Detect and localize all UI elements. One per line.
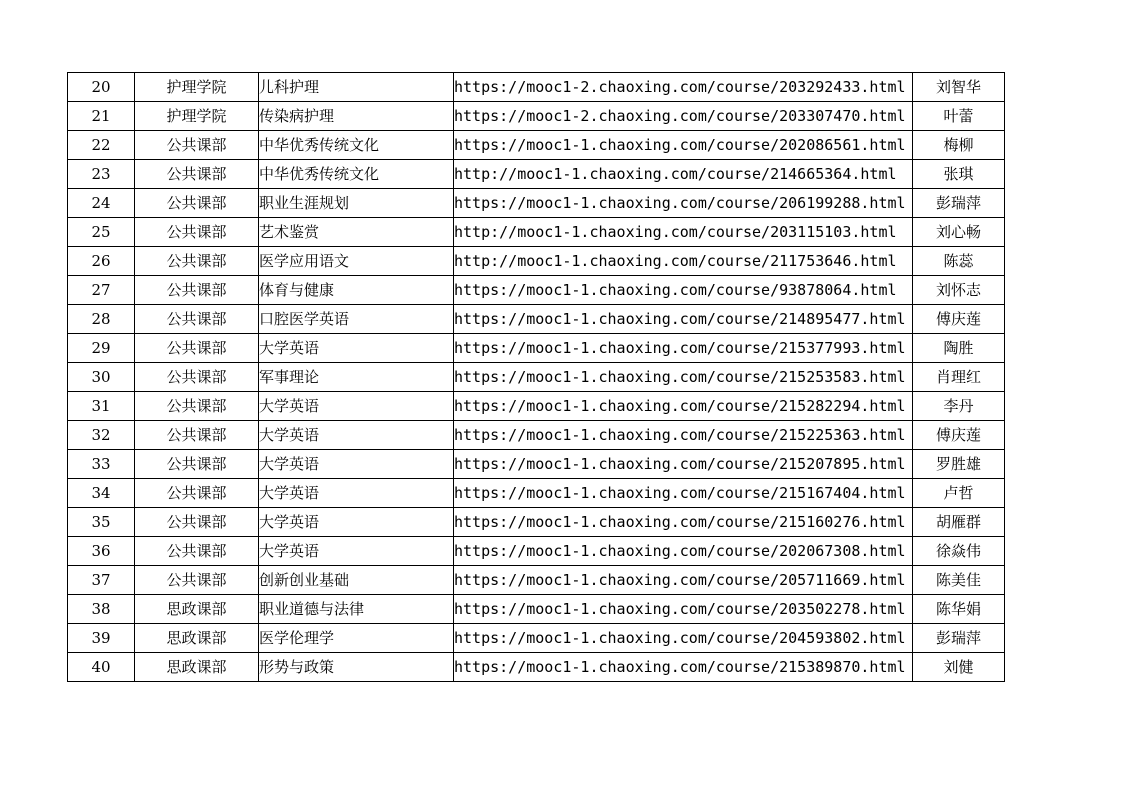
table-row xyxy=(68,392,1005,421)
course-name-cell: 中华优秀传统文化 xyxy=(259,160,454,189)
course-name-cell: 医学应用语文 xyxy=(259,247,454,276)
course-table xyxy=(67,72,1005,682)
course-url-link[interactable]: http://mooc1-1.chaoxing.com/course/214665364.html xyxy=(454,160,913,189)
course-url-link[interactable]: https://mooc1-1.chaoxing.com/course/214895477.html xyxy=(454,305,913,334)
department-cell: 公共课部 xyxy=(135,276,259,305)
course-name-cell: 创新创业基础 xyxy=(259,566,454,595)
course-name-cell: 艺术鉴赏 xyxy=(259,218,454,247)
table-row xyxy=(68,189,1005,218)
course-url-link[interactable]: http://mooc1-1.chaoxing.com/course/211753646.html xyxy=(454,247,913,276)
row-number-cell: 25 xyxy=(68,218,135,247)
row-number-cell: 34 xyxy=(68,479,135,508)
row-number-cell: 32 xyxy=(68,421,135,450)
course-name-cell: 大学英语 xyxy=(259,537,454,566)
course-url-link[interactable]: https://mooc1-1.chaoxing.com/course/215282294.html xyxy=(454,392,913,421)
teacher-name-cell: 刘心畅 xyxy=(913,218,1005,247)
table-row xyxy=(68,595,1005,624)
department-cell: 公共课部 xyxy=(135,566,259,595)
course-name-cell: 儿科护理 xyxy=(259,73,454,102)
teacher-name-cell: 彭瑞萍 xyxy=(913,189,1005,218)
department-cell: 思政课部 xyxy=(135,595,259,624)
row-number-cell: 28 xyxy=(68,305,135,334)
course-url-link[interactable]: https://mooc1-1.chaoxing.com/course/203502278.html xyxy=(454,595,913,624)
row-number-cell: 31 xyxy=(68,392,135,421)
table-row xyxy=(68,479,1005,508)
row-number-cell: 23 xyxy=(68,160,135,189)
row-number-cell: 38 xyxy=(68,595,135,624)
teacher-name-cell: 刘健 xyxy=(913,653,1005,682)
department-cell: 公共课部 xyxy=(135,392,259,421)
course-url-link[interactable]: https://mooc1-1.chaoxing.com/course/215225363.html xyxy=(454,421,913,450)
teacher-name-cell: 胡雁群 xyxy=(913,508,1005,537)
course-url-link[interactable]: https://mooc1-1.chaoxing.com/course/215160276.html xyxy=(454,508,913,537)
department-cell: 公共课部 xyxy=(135,218,259,247)
course-url-link[interactable]: http://mooc1-1.chaoxing.com/course/203115103.html xyxy=(454,218,913,247)
course-name-cell: 形势与政策 xyxy=(259,653,454,682)
course-name-cell: 大学英语 xyxy=(259,450,454,479)
row-number-cell: 37 xyxy=(68,566,135,595)
teacher-name-cell: 卢哲 xyxy=(913,479,1005,508)
table-row xyxy=(68,624,1005,653)
table-row xyxy=(68,334,1005,363)
teacher-name-cell: 陈华娟 xyxy=(913,595,1005,624)
department-cell: 公共课部 xyxy=(135,450,259,479)
table-row xyxy=(68,537,1005,566)
teacher-name-cell: 陈蕊 xyxy=(913,247,1005,276)
course-name-cell: 大学英语 xyxy=(259,508,454,537)
table-row xyxy=(68,653,1005,682)
table-row xyxy=(68,276,1005,305)
teacher-name-cell: 徐焱伟 xyxy=(913,537,1005,566)
department-cell: 公共课部 xyxy=(135,189,259,218)
table-row xyxy=(68,566,1005,595)
course-url-link[interactable]: https://mooc1-1.chaoxing.com/course/202067308.html xyxy=(454,537,913,566)
table-row xyxy=(68,421,1005,450)
department-cell: 公共课部 xyxy=(135,305,259,334)
department-cell: 护理学院 xyxy=(135,102,259,131)
department-cell: 公共课部 xyxy=(135,160,259,189)
teacher-name-cell: 叶蕾 xyxy=(913,102,1005,131)
teacher-name-cell: 梅柳 xyxy=(913,131,1005,160)
department-cell: 公共课部 xyxy=(135,334,259,363)
course-name-cell: 体育与健康 xyxy=(259,276,454,305)
course-url-link[interactable]: https://mooc1-1.chaoxing.com/course/202086561.html xyxy=(454,131,913,160)
teacher-name-cell: 罗胜雄 xyxy=(913,450,1005,479)
table-row xyxy=(68,73,1005,102)
table-row xyxy=(68,305,1005,334)
table-row xyxy=(68,450,1005,479)
row-number-cell: 33 xyxy=(68,450,135,479)
row-number-cell: 27 xyxy=(68,276,135,305)
course-table-body xyxy=(68,73,1005,682)
course-url-link[interactable]: https://mooc1-1.chaoxing.com/course/215207895.html xyxy=(454,450,913,479)
teacher-name-cell: 刘怀志 xyxy=(913,276,1005,305)
row-number-cell: 36 xyxy=(68,537,135,566)
department-cell: 护理学院 xyxy=(135,73,259,102)
teacher-name-cell: 陶胜 xyxy=(913,334,1005,363)
course-url-link[interactable]: https://mooc1-1.chaoxing.com/course/215377993.html xyxy=(454,334,913,363)
table-row xyxy=(68,131,1005,160)
course-url-link[interactable]: https://mooc1-2.chaoxing.com/course/203292433.html xyxy=(454,73,913,102)
course-name-cell: 大学英语 xyxy=(259,479,454,508)
row-number-cell: 21 xyxy=(68,102,135,131)
row-number-cell: 39 xyxy=(68,624,135,653)
row-number-cell: 22 xyxy=(68,131,135,160)
teacher-name-cell: 陈美佳 xyxy=(913,566,1005,595)
course-name-cell: 医学伦理学 xyxy=(259,624,454,653)
course-name-cell: 大学英语 xyxy=(259,392,454,421)
department-cell: 公共课部 xyxy=(135,363,259,392)
course-url-link[interactable]: https://mooc1-1.chaoxing.com/course/93878064.html xyxy=(454,276,913,305)
course-name-cell: 中华优秀传统文化 xyxy=(259,131,454,160)
course-url-link[interactable]: https://mooc1-1.chaoxing.com/course/204593802.html xyxy=(454,624,913,653)
table-row xyxy=(68,160,1005,189)
teacher-name-cell: 傅庆莲 xyxy=(913,421,1005,450)
department-cell: 公共课部 xyxy=(135,508,259,537)
table-row xyxy=(68,218,1005,247)
course-url-link[interactable]: https://mooc1-1.chaoxing.com/course/206199288.html xyxy=(454,189,913,218)
teacher-name-cell: 傅庆莲 xyxy=(913,305,1005,334)
course-name-cell: 大学英语 xyxy=(259,421,454,450)
teacher-name-cell: 李丹 xyxy=(913,392,1005,421)
course-name-cell: 大学英语 xyxy=(259,334,454,363)
course-name-cell: 职业生涯规划 xyxy=(259,189,454,218)
course-url-link[interactable]: https://mooc1-1.chaoxing.com/course/205711669.html xyxy=(454,566,913,595)
department-cell: 思政课部 xyxy=(135,624,259,653)
teacher-name-cell: 刘智华 xyxy=(913,73,1005,102)
course-url-link[interactable]: https://mooc1-2.chaoxing.com/course/203307470.html xyxy=(454,102,913,131)
course-name-cell: 军事理论 xyxy=(259,363,454,392)
department-cell: 公共课部 xyxy=(135,131,259,160)
course-name-cell: 口腔医学英语 xyxy=(259,305,454,334)
teacher-name-cell: 张琪 xyxy=(913,160,1005,189)
department-cell: 公共课部 xyxy=(135,247,259,276)
table-row xyxy=(68,508,1005,537)
row-number-cell: 26 xyxy=(68,247,135,276)
table-row xyxy=(68,363,1005,392)
row-number-cell: 20 xyxy=(68,73,135,102)
row-number-cell: 24 xyxy=(68,189,135,218)
course-sheet xyxy=(67,72,1005,682)
row-number-cell: 35 xyxy=(68,508,135,537)
course-url-link[interactable]: https://mooc1-1.chaoxing.com/course/215253583.html xyxy=(454,363,913,392)
department-cell: 思政课部 xyxy=(135,653,259,682)
row-number-cell: 30 xyxy=(68,363,135,392)
department-cell: 公共课部 xyxy=(135,537,259,566)
table-row xyxy=(68,247,1005,276)
course-url-link[interactable]: https://mooc1-1.chaoxing.com/course/215167404.html xyxy=(454,479,913,508)
course-name-cell: 职业道德与法律 xyxy=(259,595,454,624)
course-url-link[interactable]: https://mooc1-1.chaoxing.com/course/215389870.html xyxy=(454,653,913,682)
row-number-cell: 40 xyxy=(68,653,135,682)
course-name-cell: 传染病护理 xyxy=(259,102,454,131)
teacher-name-cell: 肖理红 xyxy=(913,363,1005,392)
department-cell: 公共课部 xyxy=(135,479,259,508)
row-number-cell: 29 xyxy=(68,334,135,363)
table-row xyxy=(68,102,1005,131)
department-cell: 公共课部 xyxy=(135,421,259,450)
teacher-name-cell: 彭瑞萍 xyxy=(913,624,1005,653)
